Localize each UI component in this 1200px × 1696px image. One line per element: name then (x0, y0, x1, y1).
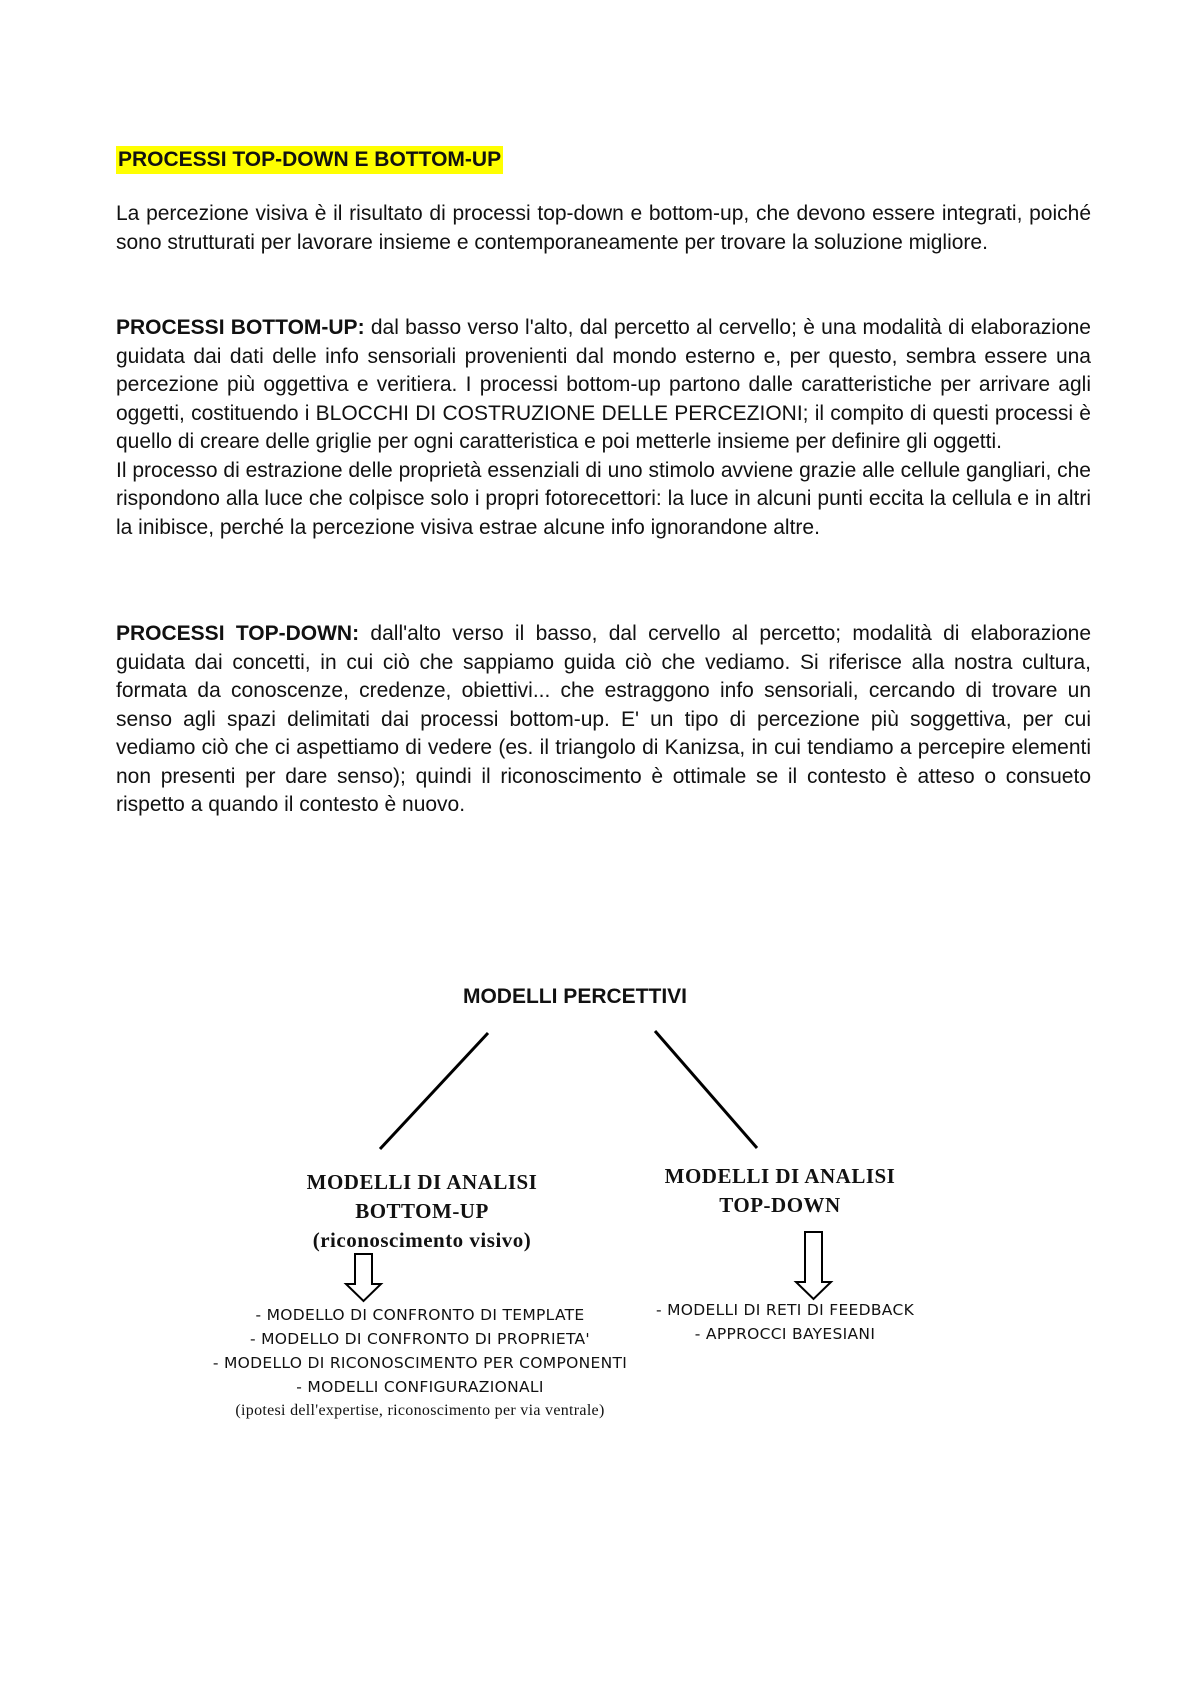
top-down-models-list (625, 1298, 945, 1346)
bottom-up-text-2: Il processo di estrazione delle proprietà essenziali di uno stimolo avviene grazie alle cellule gangliari, che rispondono alla luce che colpisce solo i propri fotorecettori: la luce in alcuni punti eccita la cellula e in altri la inibisce, perché la percezione visiva estrae alcune info ignorandone altre. (116, 458, 1091, 539)
bottom-up-box-line3: (riconoscimento visivo) (312, 1228, 532, 1252)
list-item: - APPROCCI BAYESIANI (694, 1325, 876, 1343)
bottom-up-arrow-icon (346, 1254, 381, 1301)
list-item: - MODELLI CONFIGURAZIONALI (296, 1378, 544, 1396)
left-branch-line (380, 1033, 488, 1149)
bottom-up-box-line2: BOTTOM-UP (355, 1199, 489, 1223)
bottom-up-note: (ipotesi dell'expertise, riconoscimento per via ventrale) (235, 1402, 605, 1419)
list-item: - MODELLI DI RETI DI FEEDBACK (655, 1301, 915, 1319)
list-item: - MODELLO DI CONFRONTO DI TEMPLATE (255, 1306, 585, 1324)
top-down-text: dall'alto verso il basso, dal cervello al percetto; modalità di elaborazione guidata dai concetti, in cui ciò che sappiamo guida ciò che vediamo. Si riferisce alla nostra cultura, formata da conoscenze, credenze, obiettivi... che estraggono info sensoriali, cercando di trovare un senso agli spazi delimitati dai processi bottom-up. E' un tipo di percezione più soggettiva, per cui vediamo ciò che ci aspettiamo di vedere (es. il triangolo di Kanizsa, in cui tendiamo a percepire elementi non presenti per dare senso); quindi il riconoscimento è ottimale se il contesto è atteso o consueto rispetto a quando il contesto è nuovo. (116, 622, 1092, 816)
bottom-up-box-line1: MODELLI DI ANALISI (306, 1170, 538, 1194)
bottom-up-models-box (272, 1168, 572, 1255)
intro-paragraph: La percezione visiva è il risultato di processi top-down e bottom-up, che devono essere integrati, poiché sono strutturati per lavorare insieme e contemporaneamente per trovare la soluzione migliore. (116, 202, 1091, 254)
list-item: - MODELLO DI CONFRONTO DI PROPRIETA' (250, 1330, 590, 1348)
top-down-section (116, 620, 1091, 820)
top-down-arrow-icon (796, 1232, 831, 1299)
diagram-title: MODELLI PERCETTIVI (462, 985, 687, 1008)
list-item: - MODELLO DI RICONOSCIMENTO PER COMPONENTI (212, 1354, 628, 1372)
top-down-heading: PROCESSI TOP-DOWN: (116, 622, 360, 645)
document-title: PROCESSI TOP-DOWN E BOTTOM-UP (116, 146, 503, 174)
bottom-up-models-list (150, 1303, 690, 1423)
bottom-up-section (116, 314, 1091, 542)
bottom-up-paragraph (116, 316, 1091, 453)
bottom-up-text: dal basso verso l'alto, dal percetto al cervello; è una modalità di elaborazione guidata dai dati delle info sensoriali provenienti dal mondo esterno e, per questo, sembra essere una percezione più oggettiva e veritiera. I processi bottom-up partono dalle caratteristiche per arrivare agli oggetti, costituendo i BLOCCHI DI COSTRUZIONE DELLE PERCEZIONI; il compito di questi processi è quello di creare delle griglie per ogni caratteristica e poi metterle insieme per definire gli oggetti. (116, 316, 1091, 453)
top-down-models-box (640, 1162, 920, 1220)
bottom-up-heading: PROCESSI BOTTOM-UP: (116, 316, 365, 339)
top-down-box-line1: MODELLI DI ANALISI (664, 1164, 896, 1188)
right-branch-line (655, 1031, 757, 1148)
top-down-box-line2: TOP-DOWN (719, 1193, 841, 1217)
